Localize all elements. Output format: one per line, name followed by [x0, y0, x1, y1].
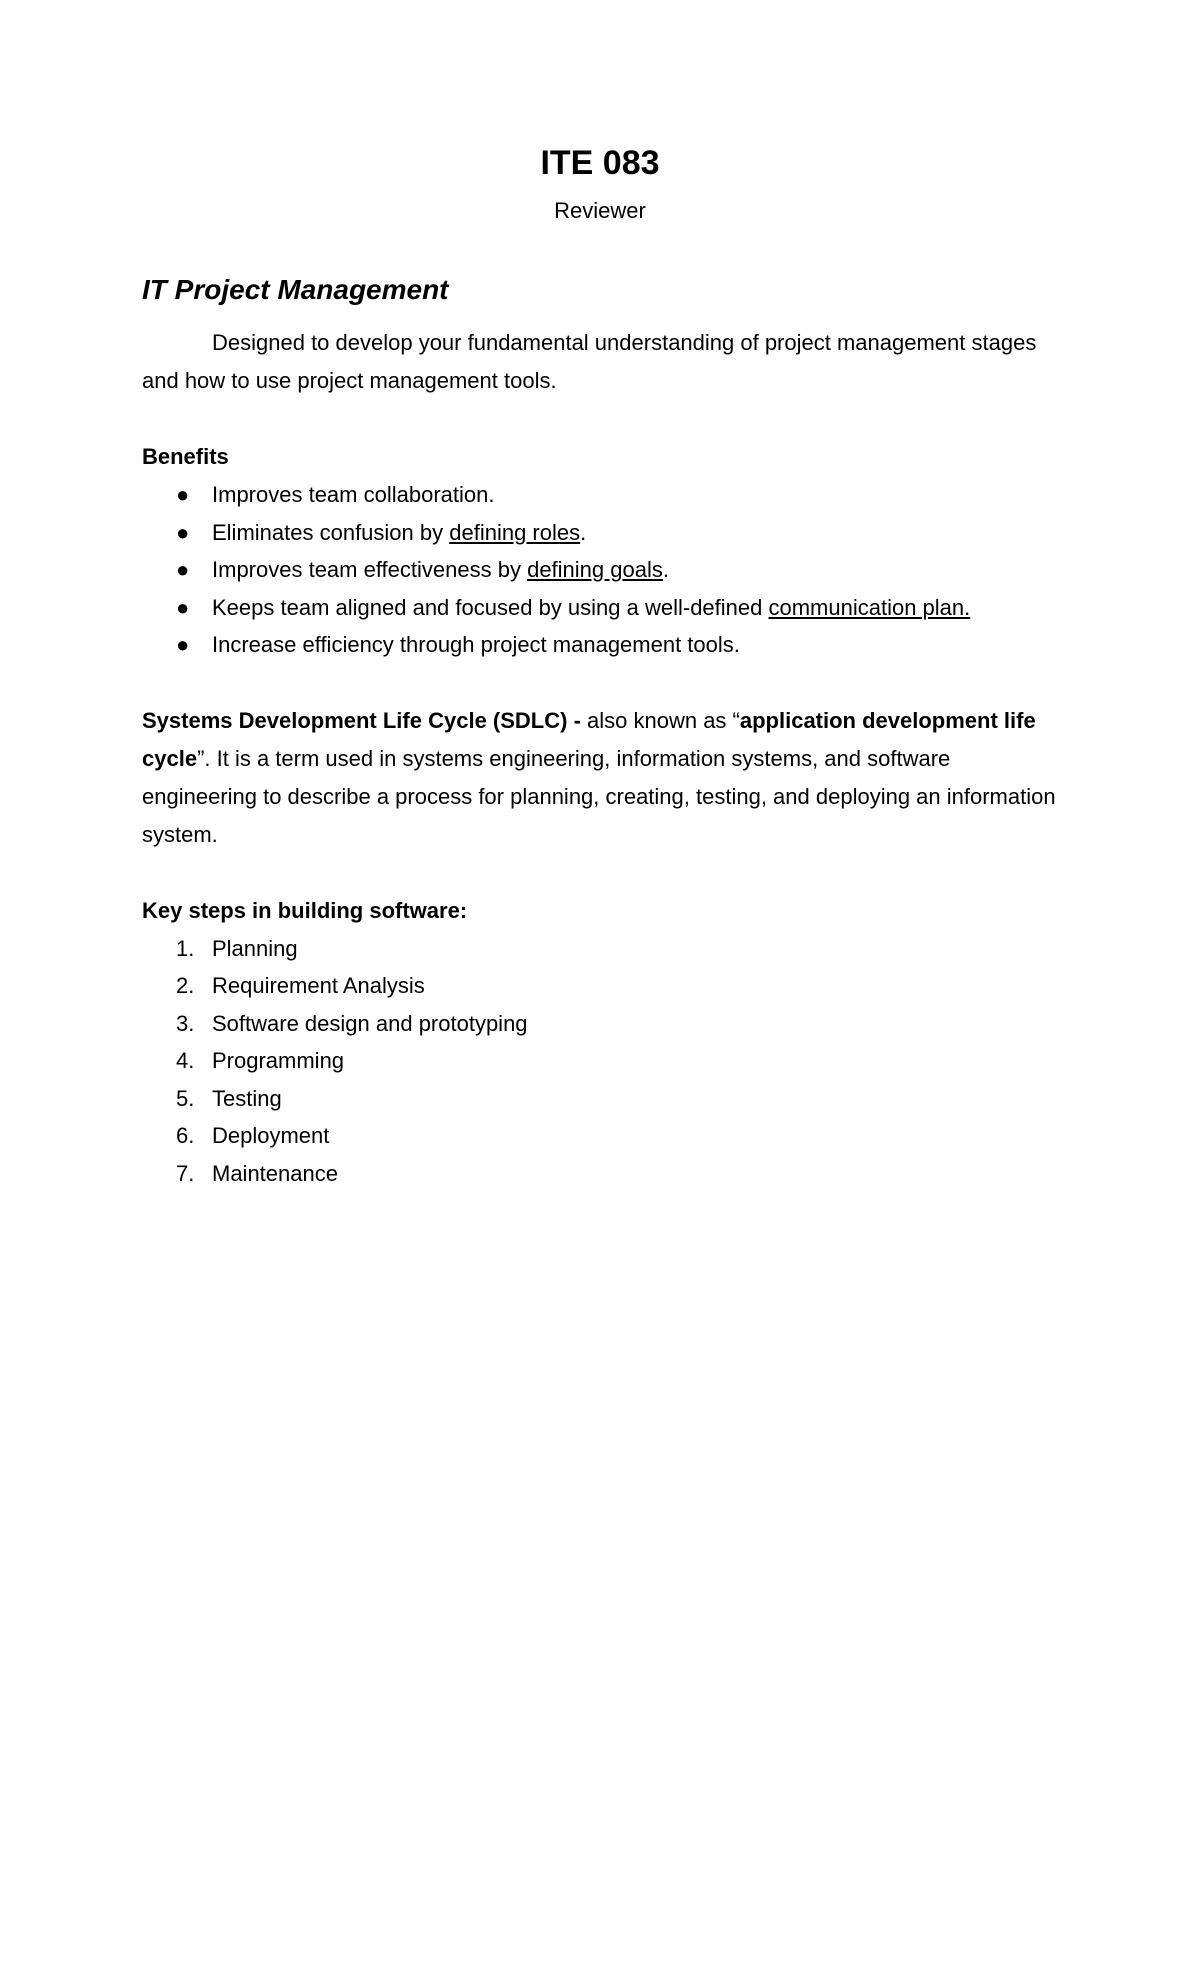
benefit-text: Eliminates confusion by: [212, 519, 450, 545]
document-subtitle: Reviewer: [554, 198, 646, 223]
document-title: ITE 083: [540, 144, 660, 182]
step-number: 7.: [176, 1160, 195, 1186]
benefit-text-suffix: .: [580, 519, 587, 545]
bullet-icon: ●: [176, 557, 190, 582]
benefit-underlined-term: communication plan.: [768, 594, 971, 620]
benefits-heading: Benefits: [142, 444, 229, 469]
step-text: Requirement Analysis: [212, 973, 425, 998]
key-steps-list: [142, 930, 1058, 1193]
list-item: [142, 1080, 1058, 1118]
list-item: [142, 551, 1058, 589]
step-number: 5.: [176, 1085, 195, 1111]
benefit-underlined-term: defining goals: [527, 557, 663, 582]
benefits-list: [142, 476, 1058, 664]
benefit-text: Keeps team aligned and focused by using a well-defined: [212, 594, 769, 620]
sdlc-term: Systems Development Life Cycle (SDLC) -: [142, 707, 581, 733]
step-number: 4.: [176, 1048, 195, 1073]
benefit-text: Increase efficiency through project management tools.: [212, 632, 740, 657]
sdlc-paragraph: [142, 702, 1058, 854]
step-number: 2.: [176, 973, 195, 998]
sdlc-aka-intro: also known as “: [580, 707, 740, 733]
bullet-icon: ●: [176, 594, 190, 620]
list-item: [142, 626, 1058, 664]
list-item: [142, 1117, 1058, 1155]
step-number: 6.: [176, 1123, 195, 1148]
step-text: Maintenance: [212, 1160, 338, 1186]
list-item: [142, 514, 1058, 552]
list-item: [142, 967, 1058, 1005]
sdlc-aka-term: application development life cycle: [142, 707, 1036, 771]
list-item: [142, 476, 1058, 514]
benefit-underlined-term: defining roles: [449, 519, 581, 545]
benefit-text-suffix: .: [662, 557, 669, 582]
sdlc-description: ”. It is a term used in systems engineering, information systems, and software engineering to describe a process for planning, creating, testing, and deploying an information system.: [142, 745, 1056, 847]
list-item: [142, 1042, 1058, 1080]
benefit-text: Improves team collaboration.: [212, 482, 495, 507]
list-item: [142, 589, 1058, 627]
benefit-text: Improves team effectiveness by: [212, 557, 528, 582]
step-text: Testing: [212, 1085, 282, 1111]
step-number: 1.: [176, 935, 195, 961]
bullet-icon: ●: [176, 519, 190, 545]
list-item: [142, 930, 1058, 968]
step-text: Deployment: [212, 1123, 330, 1148]
bullet-icon: ●: [176, 632, 190, 657]
step-text: Planning: [212, 935, 298, 961]
list-item: [142, 1155, 1058, 1193]
bullet-icon: ●: [176, 482, 190, 507]
list-item: [142, 1005, 1058, 1043]
step-text: Software design and prototyping: [212, 1010, 528, 1036]
intro-paragraph: Designed to develop your fundamental understanding of project management stages and how to use project management tools.: [142, 330, 1037, 393]
key-steps-heading: Key steps in building software:: [142, 897, 468, 923]
section-heading: IT Project Management: [142, 274, 449, 305]
step-text: Programming: [212, 1048, 345, 1073]
step-number: 3.: [176, 1010, 195, 1036]
